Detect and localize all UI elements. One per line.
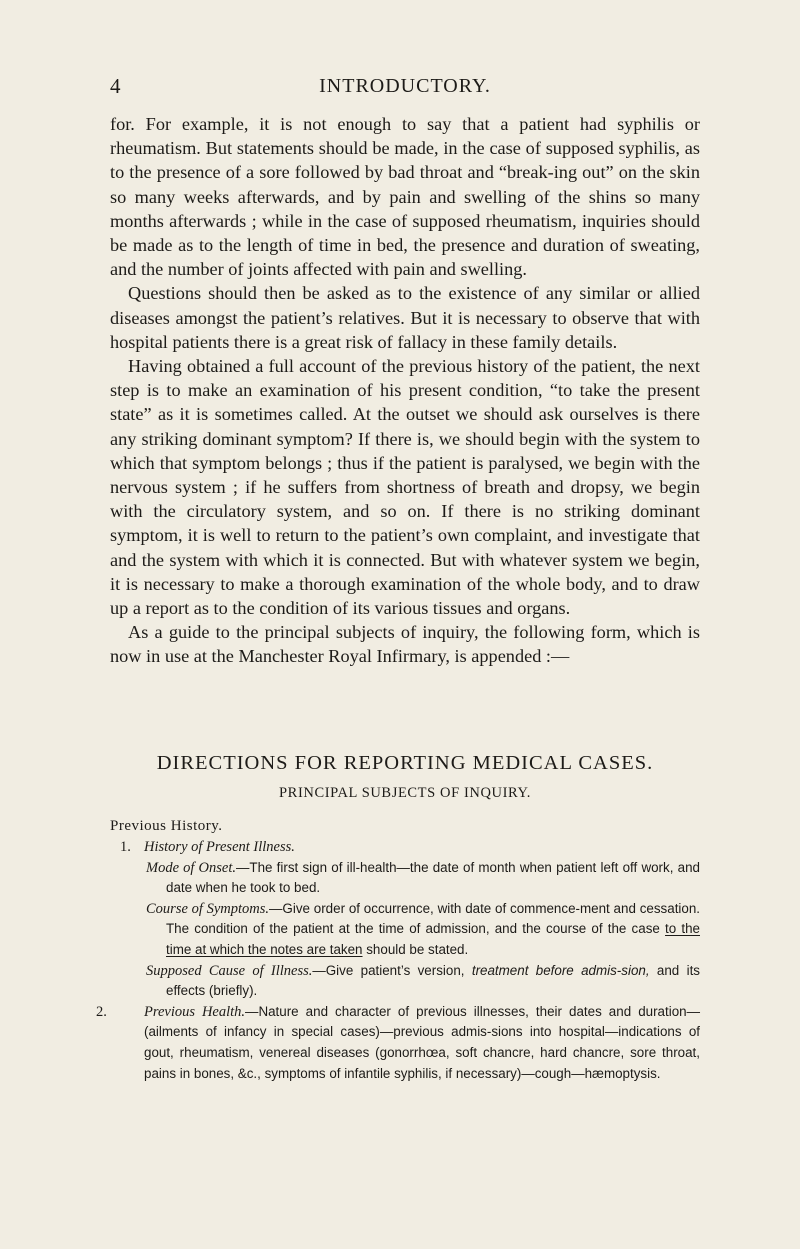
cause-text-c: and its effects (briefly). <box>166 962 700 999</box>
page-header <box>110 73 700 99</box>
previous-health-label: Previous Health. <box>144 1003 246 1020</box>
section-title: Previous History. <box>110 818 223 834</box>
mode-of-onset-text: —The first sign of ill-health—the date of month when patient left off work, and date when he took to bed. <box>166 859 700 896</box>
course-of-symptoms-label: Course of Symptoms. <box>146 900 270 917</box>
item-1-number: 1. <box>120 839 131 855</box>
course-text-underlined: to the time at which the notes are taken <box>166 921 700 957</box>
previous-health-text: —Nature and character of previous illnesses, their dates and duration—(ailments of infancy in special cases)—previous admis-sions into hospital—indications of gout, rheumatism, venereal diseases (gonorrhœa, soft chancre, hard chancre, sore throat, pains in bones, &c., symptoms of infantile syphilis, if necessary)—cough—hæmoptysis. <box>144 1003 700 1081</box>
running-head: INTRODUCTORY. <box>319 75 491 97</box>
paragraph-4: As a guide to the principal subjects of inquiry, the following form, which is now in use at the Manchester Royal Infirmary, is appended :— <box>110 622 700 667</box>
inquiry-form <box>96 815 700 1084</box>
item-1-heading <box>120 837 700 858</box>
page-number: 4 <box>110 74 121 98</box>
item-1-title: History of Present Illness. <box>144 839 295 855</box>
course-text-c: should be stated. <box>362 941 469 957</box>
course-text-a: —Give order of occurrence, with date of commence-ment and cessation. The condition of the patient at the time of admission, and the course of the case <box>166 900 700 937</box>
paragraph-3: Having obtained a full account of the previous history of the patient, the next step is to make an examination of his present condition, “to take the present state” as it is sometimes called. At the outset we should ask ourselves is there any striking dominant symptom? If there is, we should begin with the system to which that symptom belongs ; thus if the patient is paralysed, we begin with the nervous system ; if he suffers from shortness of breath and dropsy, we begin with the circulatory system, and so on. If there is no striking dominant symptom, it is well to return to the patient’s own complaint, and investigate that and the system with which it is connected. But with whatever system we begin, it is necessary to make a thorough examination of the whole body, and to draw up a report as to the condition of its various tissues and organs. <box>110 356 700 619</box>
item-2-number: 2. <box>96 1003 107 1020</box>
previous-health <box>96 1002 700 1084</box>
cause-text-a: —Give patient’s version, <box>312 962 472 978</box>
supposed-cause-label: Supposed Cause of Illness. <box>146 962 313 979</box>
paragraph-1: for. For example, it is not enough to say that a patient had syphilis or rheumatism. But statements should be made, in the case of supposed syphilis, as to the presence of a sore followed by bad throat and “break-ing out” on the skin so many weeks afterwards, and by pain and swelling of the shins so many months afterwards ; while in the case of supposed rheumatism, inquiries should be made as to the length of time in bed, the presence and duration of sweating, and the number of joints affected with pain and swelling. <box>110 114 700 280</box>
course-of-symptoms <box>146 899 700 961</box>
paragraph-2: Questions should then be asked as to the existence of any similar or allied diseases amongst the patient’s relatives. But it is necessary to observe that with hospital patients there is a great risk of fallacy in these family details. <box>110 283 700 352</box>
mode-of-onset <box>146 858 700 899</box>
supposed-cause <box>146 961 700 1002</box>
cause-text-italic: treatment before admis-sion, <box>471 962 650 978</box>
form-subheading: PRINCIPAL SUBJECTS OF INQUIRY. <box>279 785 531 801</box>
mode-of-onset-label: Mode of Onset. <box>146 859 236 876</box>
item-history-present-illness <box>120 837 700 1002</box>
body-text <box>110 112 700 669</box>
form-heading: DIRECTIONS FOR REPORTING MEDICAL CASES. <box>156 752 654 774</box>
item-previous-health <box>96 1002 700 1084</box>
